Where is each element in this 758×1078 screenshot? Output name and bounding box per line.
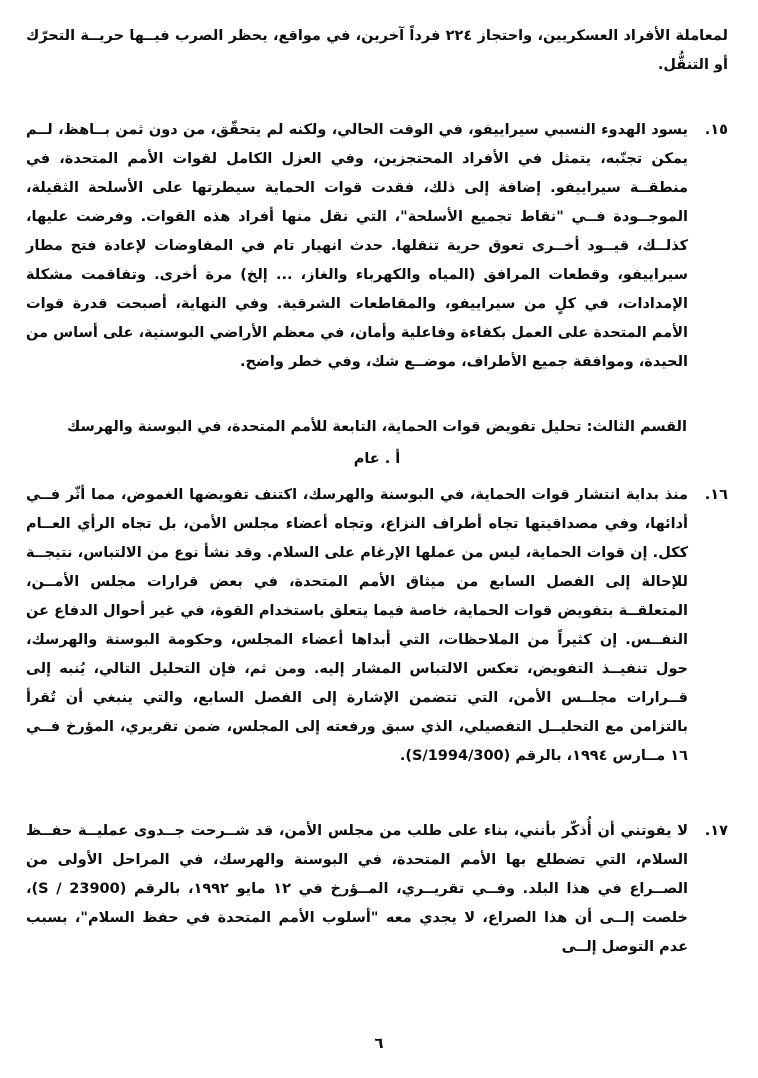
paragraph-17 — [26, 817, 728, 962]
paragraph-15 — [26, 116, 728, 377]
intro-paragraph: لمعاملة الأفراد العسكريين، واحتجاز ٢٢٤ فرداً آخرين، في مواقع، يحظر الصرب فيــها حريــة التحرّك أو التنقُّل. — [26, 28, 728, 73]
paragraph-16 — [26, 481, 728, 771]
paragraph-15-text: يسود الهدوء النسبي سيراييفو، في الوقت الحالي، ولكنه لم يتحقّق، من دون ثمن بــاهظ، لــم يمكن تجنّبه، يتمثل في الأفراد المحتجزين، وفي العزل الكامل لقوات الأمم المتحدة، في منطقــة سيراييفو. إضافة إلى ذلك، فقدت قوات الحماية سيطرتها على الأسلحة الثقيلة، الموجــودة فــي "نقاط تجميع الأسلحة"، التي نقل منها أفراد هذه القوات. وفرضت عليها، كذلــك، قيــود أخــرى تعوق حرية تنقلها. حدث انهيار تام في المفاوضات لإعادة فتح مطار سيراييفو، وقطعات المرافق (المياه والكهرباء والغاز، ... إلخ) مرة أخرى. وتفاقمت مشكلة الإمدادات، في كلٍ من سيراييفو، والمقاطعات الشرقية. وفي النهاية، أصبحت قدرة قوات الأمم المتحدة على العمل بكفاءة وفاعلية وأمان، في معظم الأراضي البوسنية، على أساس من الحيدة، وموافقة جميع الأطراف، موضــع شك، وفي خطر واضح. — [26, 122, 688, 370]
paragraph-17-text: لا يفوتني أن أُذكّر بأنني، بناء على طلب من مجلس الأمن، قد شــرحت جــدوى عمليــة حفــظ السلام، التي تضطلع بها الأمم المتحدة، في البوسنة والهرسك، في المراحل الأولى من الصــراع في هذا البلد. وفــي تقريــري، المــؤرخ في ١٢ مايو ١٩٩٢، بالرقم (S / 23900)، خلصت إلــى أن هذا الصراع، لا يجدي معه "أسلوب الأمم المتحدة في حفظ السلام"، بسبب عدم التوصل إلــى — [26, 823, 688, 955]
subsection-heading: أ . عام — [353, 451, 401, 467]
paragraph-16-number: ١٦. — [704, 487, 728, 503]
page-number: ٦ — [374, 1034, 384, 1052]
paragraph-16-text: منذ بداية انتشار قوات الحماية، في البوسنة والهرسك، اكتنف تفويضها الغموض، مما أثّر فــي أدائها، وفي مصداقيتها تجاه أطراف النزاع، وتجاه أعضاء مجلس الأمن، بل تجاه الرأي العــام ككل. إن قوات الحماية، ليس من عملها الإرغام على السلام. وقد نشأ نوع من الالتباس، نتيجــة للإحالة إلى الفصل السابع من ميثاق الأمم المتحدة، في بعض قرارات مجلس الأمــن، المتعلقــة بتفويض قوات الحماية، خاصة فيما يتعلق باستخدام القوة، في غير أحوال الدفاع عن النفــس. إن كثيراً من الملاحظات، التي أبداها أعضاء المجلس، وحكومة البوسنة والهرسك، حول تنفيــذ التفويض، تعكس الالتباس المشار إليه. ومن ثم، فإن التحليل التالي، يُنبه إلى قــرارات مجلــس الأمن، التي تتضمن الإشارة إلى الفصل السابع، والتي ينبغي أن تُقرأ بالتزامن مع التحليــل التفصيلي، الذي سبق ورفعته إلى المجلس، ضمن تقريري، المؤرخ فــي ١٦ مــارس ١٩٩٤، بالرقم (S/1994/300). — [26, 487, 688, 764]
paragraph-17-number: ١٧. — [704, 823, 728, 839]
section-heading-title: القسم الثالث: تحليل تفويض قوات الحماية، التابعة للأمم المتحدة، في البوسنة والهرسك — [67, 419, 687, 435]
section-heading — [26, 411, 728, 475]
paragraph-15-number: ١٥. — [704, 122, 728, 138]
